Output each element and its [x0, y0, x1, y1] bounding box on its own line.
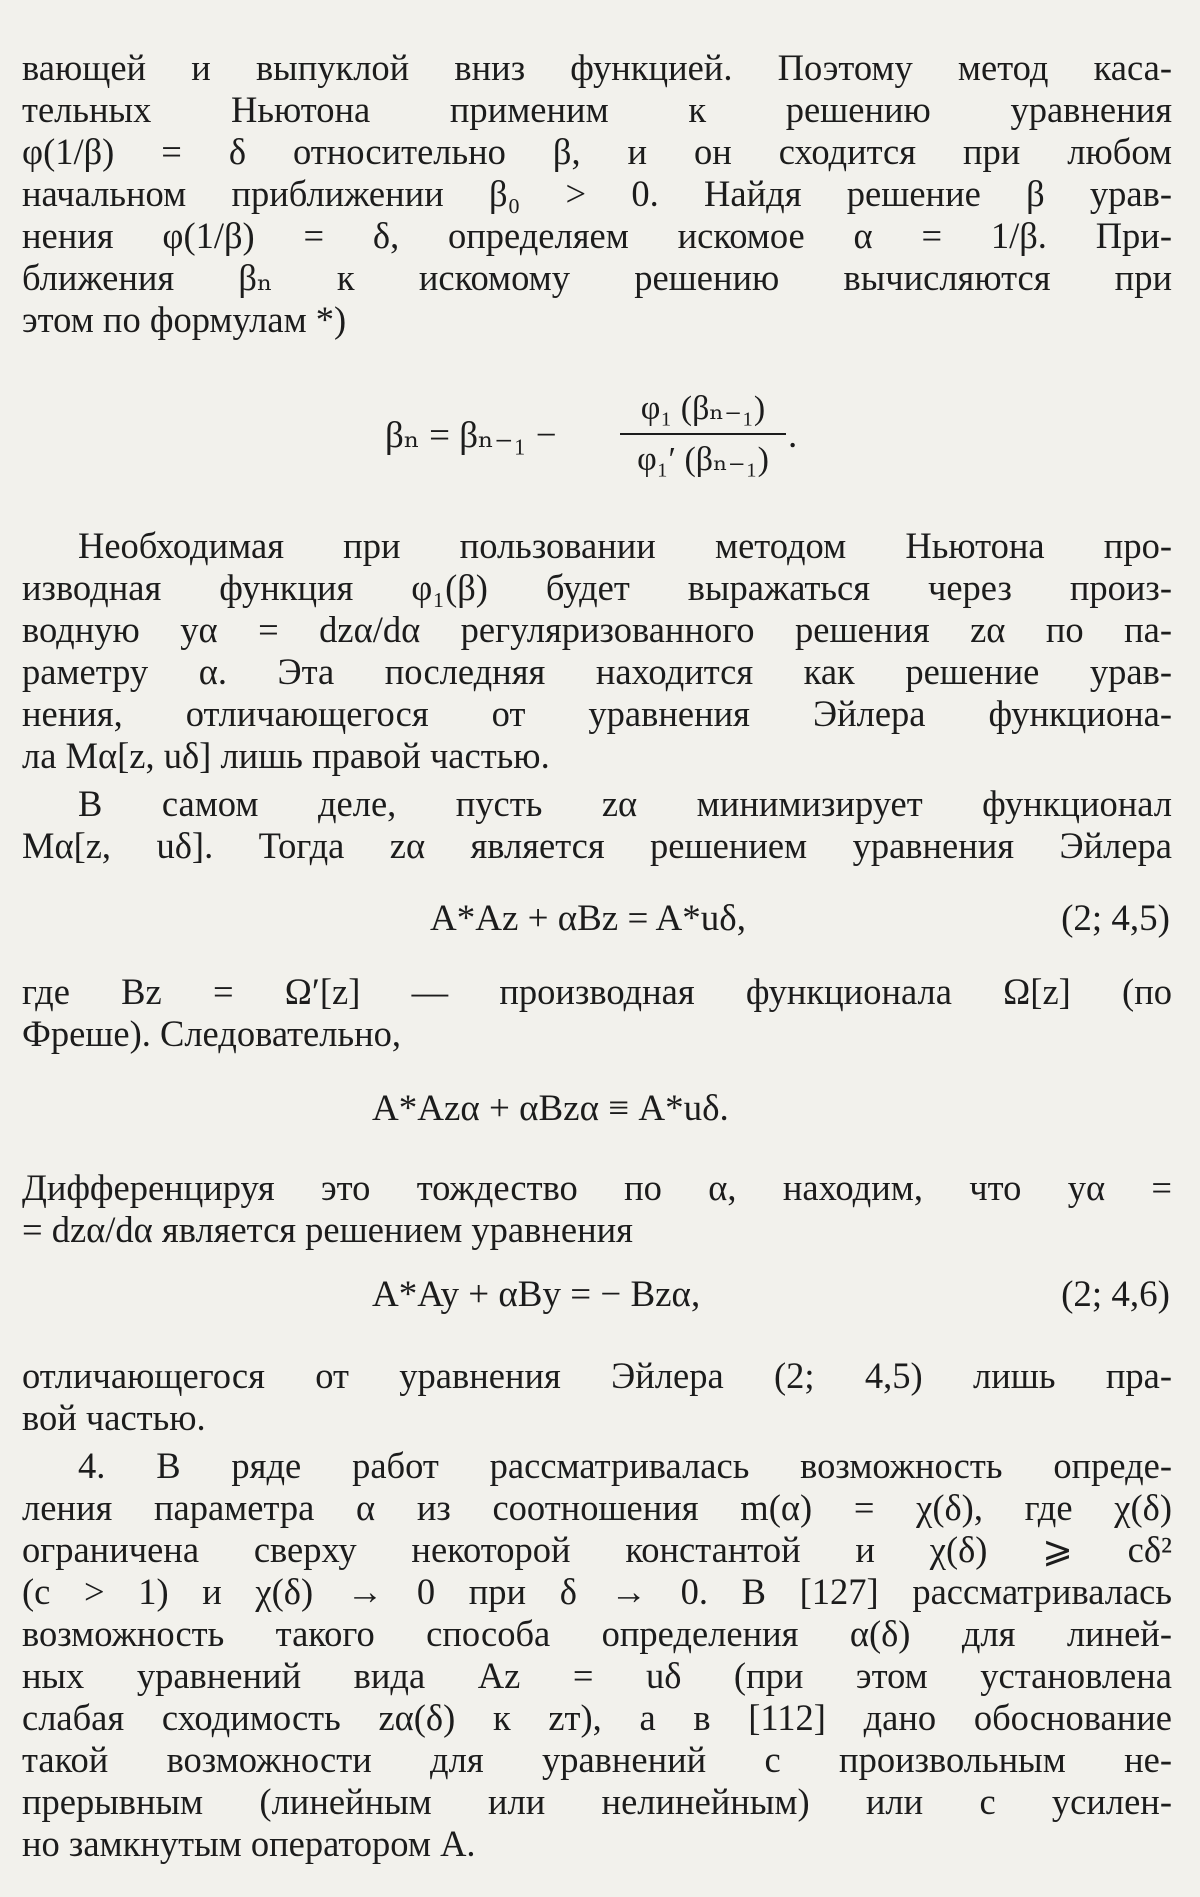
text-line: ограничена сверху некоторой константой и χ(δ) ⩾ cδ² — [22, 1529, 1172, 1570]
equation-number: (2; 4,5) — [1061, 898, 1170, 939]
text-line: начальном приближении β₀ > 0. Найдя решение β урав- — [22, 173, 1172, 214]
text-line: φ(1/β) = δ относительно β, и он сходится при любом — [22, 131, 1172, 172]
text-line: тельных Ньютона применим к решению уравнения — [22, 89, 1172, 130]
text-line: ных уравнений вида Az = uδ (при этом установлена — [22, 1655, 1172, 1696]
text-line: такой возможности для уравнений с произвольным не- — [22, 1739, 1172, 1780]
text-line: водную yα = dzα/dα регуляризованного решения zα по па- — [22, 609, 1172, 650]
text-line: но замкнутым оператором A. — [22, 1823, 476, 1864]
text-line: ления параметра α из соотношения m(α) = χ(δ), где χ(δ) — [22, 1487, 1172, 1528]
text-line: Необходимая при пользовании методом Ньютона про- — [78, 525, 1172, 566]
text-line: вающей и выпуклой вниз функцией. Поэтому метод каса- — [22, 47, 1172, 88]
text-line: отличающегося от уравнения Эйлера (2; 4,5) лишь пра- — [22, 1355, 1172, 1396]
equation-number: (2; 4,6) — [1061, 1274, 1170, 1315]
equation-lhs: βₙ = βₙ₋₁ − — [385, 415, 557, 456]
text-line: ближения βₙ к искомому решению вычисляются при — [22, 257, 1172, 298]
text-line: Фреше). Следовательно, — [22, 1013, 402, 1054]
text-line: Mα[z, uδ]. Тогда zα является решением уравнения Эйлера — [22, 825, 1172, 866]
fraction-denominator: φ₁′ (βₙ₋₁) — [637, 441, 769, 478]
text-line: Дифференцируя это тождество по α, находим, что yα = — [22, 1167, 1172, 1208]
equation-identity: A*Azα + αBzα ≡ A*uδ. — [372, 1088, 729, 1129]
text-line: = dzα/dα является решением уравнения — [22, 1209, 633, 1250]
fraction-bar — [620, 433, 786, 435]
equation-derived: A*Ay + αBy = − Bzα, — [372, 1274, 701, 1315]
text-line: возможность такого способа определения α(δ) для линей- — [22, 1613, 1172, 1654]
text-line: нения φ(1/β) = δ, определяем искомое α = 1/β. При- — [22, 215, 1172, 256]
text-line: прерывным (линейным или нелинейным) или с усилен- — [22, 1781, 1172, 1822]
text-line: 4. В ряде работ рассматривалась возможность опреде- — [78, 1445, 1172, 1486]
equation-period: . — [788, 415, 798, 456]
text-line: где Bz = Ω′[z] — производная функционала Ω[z] (по — [22, 971, 1172, 1012]
text-line: (c > 1) и χ(δ) → 0 при δ → 0. В [127] рассматривалась — [22, 1571, 1172, 1612]
text-line: ла Mα[z, uδ] лишь правой частью. — [22, 735, 550, 776]
text-line: вой частью. — [22, 1397, 206, 1438]
fraction-numerator: φ₁ (βₙ₋₁) — [640, 390, 766, 427]
text-line: нения, отличающегося от уравнения Эйлера функциона- — [22, 693, 1172, 734]
text-line: В самом деле, пусть zα минимизирует функционал — [78, 783, 1172, 824]
text-line: изводная функция φ₁(β) будет выражаться через произ- — [22, 567, 1172, 608]
text-line: слабая сходимость zα(δ) к zт), а в [112] дано обоснование — [22, 1697, 1172, 1738]
text-line: раметру α. Эта последняя находится как решение урав- — [22, 651, 1172, 692]
text-line: этом по формулам *) — [22, 299, 347, 340]
equation-euler: A*Az + αBz = A*uδ, — [430, 898, 746, 939]
